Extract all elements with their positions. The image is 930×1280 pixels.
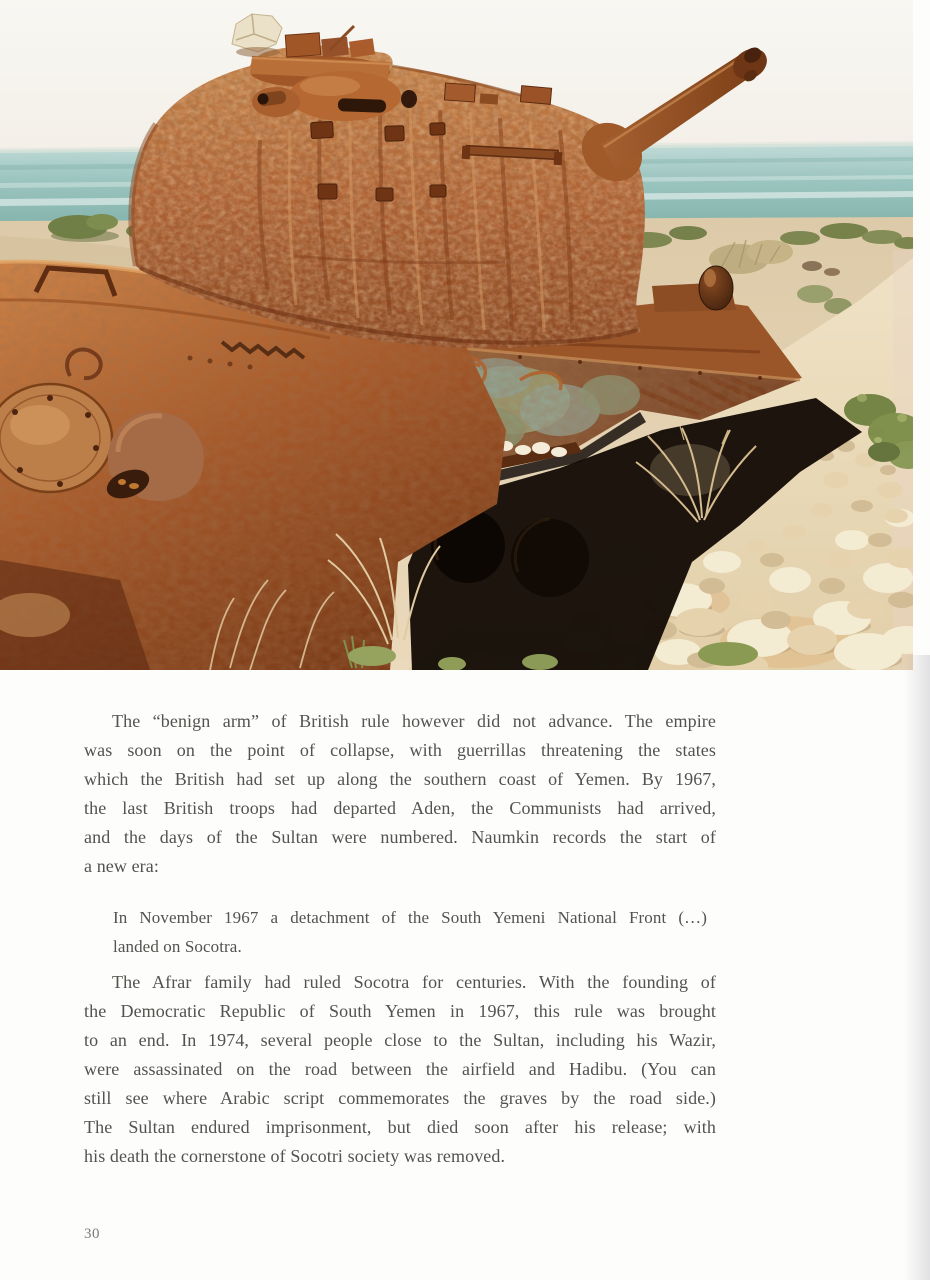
paragraph-2 xyxy=(84,968,716,1171)
text-line: still see where Arabic script commemorates the graves by the road side.) xyxy=(84,1088,716,1108)
text-line: to an end. In 1974, several people close to the Sultan, including his Wazir, xyxy=(84,1030,716,1050)
text-line: a new era: xyxy=(84,856,159,876)
text-line: The “benign arm” of British rule however did not advance. The empire xyxy=(112,711,716,731)
text-line: and the days of the Sultan were numbered. Naumkin records the start of xyxy=(84,827,716,847)
text-line: was soon on the point of collapse, with guerrillas threatening the states xyxy=(84,740,716,760)
text-line: The Sultan endured imprisonment, but died soon after his release; with xyxy=(84,1117,716,1137)
text-line: landed on Socotra. xyxy=(113,937,242,956)
text-line: In November 1967 a detachment of the South Yemeni National Front (…) xyxy=(113,908,707,927)
text-line: his death the cornerstone of Socotri society was removed. xyxy=(84,1146,506,1166)
text-line: were assassinated on the road between the airfield and Hadibu. (You can xyxy=(84,1059,716,1079)
paragraph-1 xyxy=(84,707,716,881)
block-quote xyxy=(113,903,707,961)
text-line: the Democratic Republic of South Yemen in 1967, this rule was brought xyxy=(84,1001,716,1021)
page-edge-shadow xyxy=(904,655,930,1280)
text-line: which the British had set up along the southern coast of Yemen. By 1967, xyxy=(84,769,716,789)
text-line: the last British troops had departed Aden, the Communists had arrived, xyxy=(84,798,716,818)
text-line: The Afrar family had ruled Socotra for centuries. With the founding of xyxy=(112,972,716,992)
body-text xyxy=(84,707,716,1171)
page-number: 30 xyxy=(84,1226,100,1242)
